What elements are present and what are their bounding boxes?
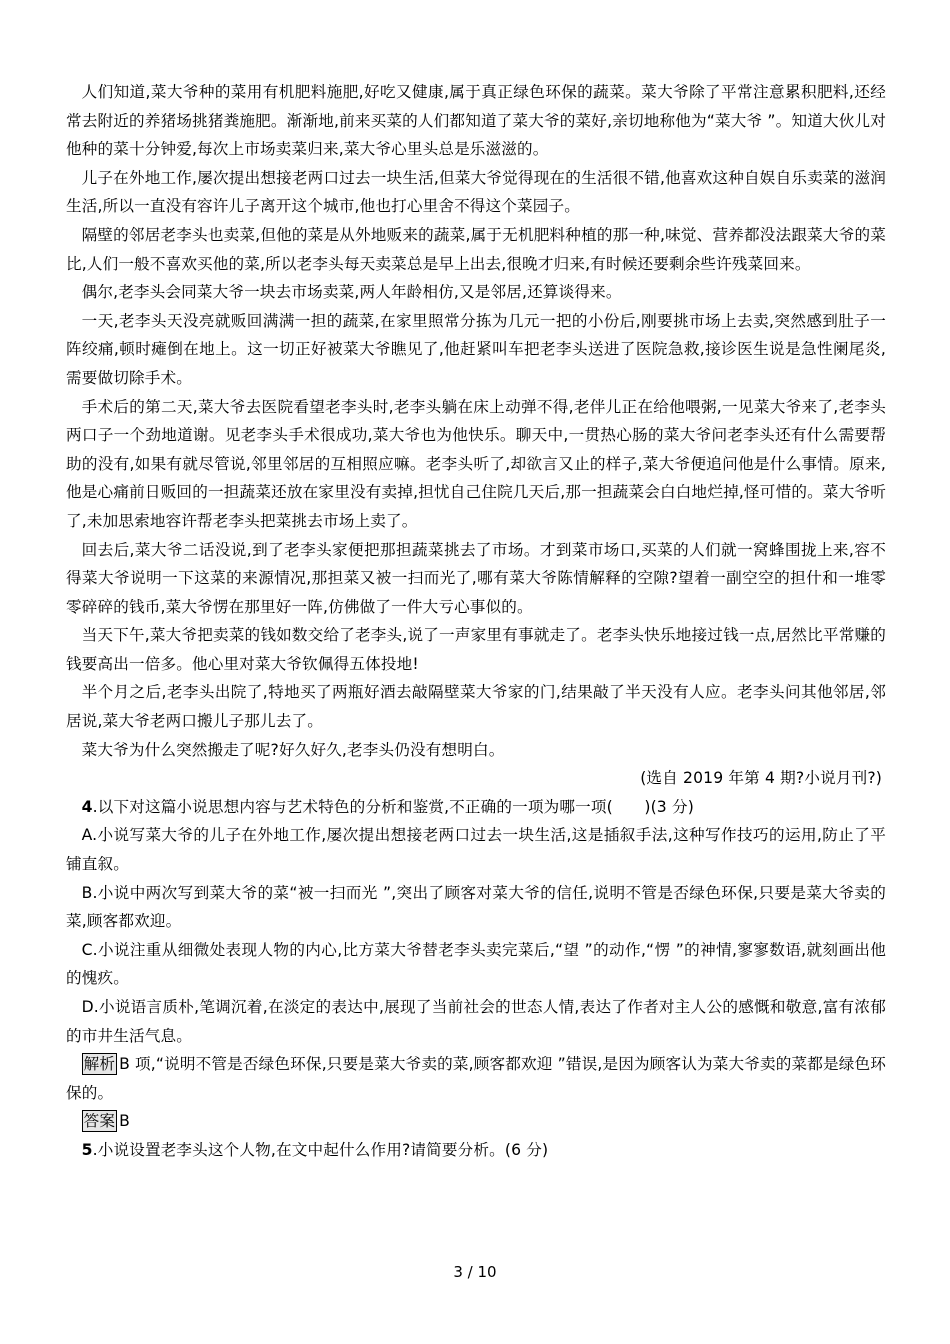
answer-text: B [119,1112,130,1131]
analysis-block [66,1050,886,1107]
analysis-label: 解析 [83,1055,116,1074]
answer-block [66,1107,886,1136]
question-5-number: 5 [81,1140,93,1159]
question-4-stem [66,793,886,822]
question-4-text: .以下对这篇小说思想内容与艺术特色的分析和鉴赏,不正确的一项为哪一项( )(3 分) [92,797,694,816]
story-paragraph-6: 手术后的第二天,菜大爷去医院看望老李头时,老李头躺在床上动弹不得,老伴儿正在给他喂粥,一见菜大爷来了,老李头两口子一个劲地道谢。见老李头手术很成功,菜大爷也为他快乐。聊天中,一贯热心肠的菜大爷问老李头还有什么需要帮助的没有,如果有就尽管说,邻里邻居的互相照应嘛。老李头听了,却欲言又止的样子,菜大爷便追问他是什么事情。原来,他是心痛前日贩回的一担蔬菜还放在家里没有卖掉,担忧自己住院几天后,那一担蔬菜会白白地烂掉,怪可惜的。菜大爷听了,未加思索地容许帮老李头把菜挑去市场上卖了。 [66,397,886,530]
story-paragraph-10: 菜大爷为什么突然搬走了呢?好久好久,老李头仍没有想明白。 [81,740,505,759]
story-paragraph-7: 回去后,菜大爷二话没说,到了老李头家便把那担蔬菜挑去了市场。才到菜市场口,买菜的人们就一窝蜂围拢上来,容不得菜大爷说明一下这菜的来源情况,那担菜又被一扫而光了,哪有菜大爷陈情解释的空隙?望着一副空空的担什和一堆零零碎碎的钱币,菜大爷愣在那里好一阵,仿佛做了一件大亏心事似的。 [66,540,886,616]
question-4-number: 4 [81,797,93,816]
question-4-option-b: B.小说中两次写到菜大爷的菜“被一扫而光 ”,突出了顾客对菜大爷的信任,说明不管是否绿色环保,只要是菜大爷卖的菜,顾客都欢迎。 [66,883,886,931]
story-paragraph-5: 一天,老李头天没亮就贩回满满一担的蔬菜,在家里照常分拣为几元一把的小份后,刚要挑市场上去卖,突然感到肚子一阵绞痛,顿时瘫倒在地上。这一切正好被菜大爷瞧见了,他赶紧叫车把老李头送进了医院急救,接诊医生说是急性阑尾炎,需要做切除手术。 [66,311,886,387]
story-paragraph-3: 隔壁的邻居老李头也卖菜,但他的菜是从外地贩来的蔬菜,属于无机肥料种植的那一种,味觉、营养都没法跟菜大爷的菜比,人们一般不喜欢买他的菜,所以老李头每天卖菜总是早上出去,很晚才归来,有时候还要剩余些许残菜回来。 [66,225,886,273]
story-paragraph-1: 人们知道,菜大爷种的菜用有机肥料施肥,好吃又健康,属于真正绿色环保的蔬菜。菜大爷除了平常注意累积肥料,还经常去附近的养猪场挑猪粪施肥。渐渐地,前来买菜的人们都知道了菜大爷的菜好,亲切地称他为“菜大爷 ”。知道大伙儿对他种的菜十分钟爱,每次上市场卖菜归来,菜大爷心里头总是乐滋滋的。 [66,83,886,159]
question-5-text: .小说设置老李头这个人物,在文中起什么作用?请简要分析。(6 分) [92,1140,549,1159]
question-5-stem [66,1136,886,1165]
question-4-option-c: C.小说注重从细微处表现人物的内心,比方菜大爷替老李头卖完菜后,“望 ”的动作,“愣 ”的神情,寥寥数语,就刻画出他的愧疚。 [66,940,886,988]
story-paragraph-9: 半个月之后,老李头出院了,特地买了两瓶好酒去敲隔壁菜大爷家的门,结果敲了半天没有人应。老李头问其他邻居,邻居说,菜大爷老两口搬儿子那儿去了。 [66,683,886,731]
question-4-option-d: D.小说语言质朴,笔调沉着,在淡定的表达中,展现了当前社会的世态人情,表达了作者对主人公的感慨和敬意,富有浓郁的市井生活气息。 [66,998,886,1045]
question-4-option-a: A.小说写菜大爷的儿子在外地工作,屡次提出想接老两口过去一块生活,这是插叙手法,这种写作技巧的运用,防止了平铺直叙。 [66,826,886,874]
story-paragraph-2: 儿子在外地工作,屡次提出想接老两口过去一块生活,但菜大爷觉得现在的生活很不错,他喜欢这种自娱自乐卖菜的滋润生活,所以一直没有容许儿子离开这个城市,他也打心里舍不得这个菜园子。 [66,168,886,216]
story-paragraph-4: 偶尔,老李头会同菜大爷一块去市场卖菜,两人年龄相仿,又是邻居,还算谈得来。 [81,283,622,302]
story-paragraph-8: 当天下午,菜大爷把卖菜的钱如数交给了老李头,说了一声家里有事就走了。老李头快乐地接过钱一点,居然比平常赚的钱要高出一倍多。他心里对菜大爷钦佩得五体投地! [66,626,886,673]
answer-label: 答案 [83,1112,116,1131]
analysis-text: B 项,“说明不管是否绿色环保,只要是菜大爷卖的菜,顾客都欢迎 ”错误,是因为顾客认为菜大爷卖的菜都是绿色环保的。 [66,1055,886,1102]
document-page [66,78,886,1165]
source-citation: (选自 2019 年第 4 期?小说月刊?) [640,769,882,788]
page-number: 3 / 10 [453,1263,497,1281]
